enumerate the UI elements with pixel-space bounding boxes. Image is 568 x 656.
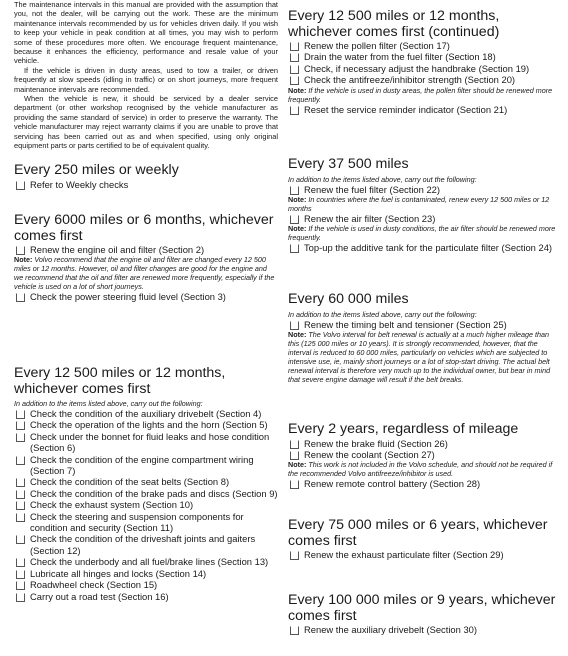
checklist-item-text: Renew the air filter (Section 23) xyxy=(304,212,436,224)
section-note xyxy=(288,86,556,104)
checklist-item-text: Carry out a road test (Section 16) xyxy=(30,590,169,602)
checklist-item-text: Renew the engine oil and filter (Section 2) xyxy=(30,244,205,255)
checkbox-icon[interactable] xyxy=(290,65,299,74)
checklist-item-text: Check the steering and suspension components for condition and security (Section 11) xyxy=(30,510,244,534)
checkbox-icon[interactable] xyxy=(290,215,299,224)
checklist-item-text: Lubricate all hinges and locks (Section 14) xyxy=(30,567,207,579)
checklist-item xyxy=(288,104,556,115)
checklist-item xyxy=(288,549,556,560)
checklist-item-text: Refer to Weekly checks xyxy=(30,178,129,190)
checkbox-icon[interactable] xyxy=(290,106,299,115)
checklist-item xyxy=(288,438,556,449)
checklist-item-text: Check the power steering fluid level (Section 3) xyxy=(30,291,226,303)
section-title: Every 6000 miles or 6 months, whichever comes first xyxy=(14,212,274,244)
note-label: Note: xyxy=(288,85,307,95)
checklist-item-text: Renew the fuel filter (Section 22) xyxy=(304,183,441,195)
note-label: Note: xyxy=(288,194,307,204)
checklist-item-text: Top-up the additive tank for the particulate filter (Section 24) xyxy=(304,242,553,254)
checklist-item-text: Check under the bonnet for fluid leaks and hose condition (Section 6) xyxy=(30,430,270,454)
checkbox-icon[interactable] xyxy=(16,433,25,442)
note-text: This work is not included in the Volvo schedule, and should not be required if the recommended Volvo antifreeze/inhibitor is used. xyxy=(288,460,553,479)
maintenance-section xyxy=(14,163,278,190)
checkbox-icon[interactable] xyxy=(16,456,25,465)
checklist-item xyxy=(288,242,556,253)
section-note xyxy=(288,460,556,478)
checkbox-icon[interactable] xyxy=(16,501,25,510)
intro-text xyxy=(14,0,278,151)
checklist-item xyxy=(288,319,556,330)
checklist-item xyxy=(288,74,556,85)
checklist-item-text: Reset the service reminder indicator (Section 21) xyxy=(304,103,508,115)
note-label: Note: xyxy=(288,460,307,470)
checklist-item xyxy=(14,556,278,567)
section-note xyxy=(288,224,556,242)
checklist-item-text: Renew remote control battery (Section 28) xyxy=(304,478,481,490)
checklist-item-text: Drain the water from the fuel filter (Section 18) xyxy=(304,51,496,63)
checkbox-icon[interactable] xyxy=(290,42,299,51)
section-title: Every 12 500 miles or 12 months, whichever comes first xyxy=(14,365,226,397)
checklist-item xyxy=(288,213,556,224)
checkbox-icon[interactable] xyxy=(290,76,299,85)
checkbox-icon[interactable] xyxy=(290,451,299,460)
checkbox-icon[interactable] xyxy=(290,626,299,635)
checklist-item xyxy=(14,591,278,602)
checklist-item xyxy=(14,419,278,430)
checklist-item-text: Roadwheel check (Section 15) xyxy=(30,579,158,591)
checkbox-icon[interactable] xyxy=(16,293,25,302)
section-title: Every 12 500 miles or 12 months, whichever comes first (continued) xyxy=(288,8,500,40)
maintenance-section xyxy=(288,9,556,115)
checklist-item xyxy=(14,476,278,487)
checklist-item xyxy=(14,568,278,579)
maintenance-section xyxy=(288,292,556,384)
section-title: Every 100 000 miles or 9 years, whichever comes first xyxy=(288,592,556,624)
intro-paragraph: The maintenance intervals in this manual are provided with the assumption that you, not the dealer, will be carrying out the work. These are the minimum maintenance intervals recommended by us for vehicles driven daily. If you wish to keep your vehicle in peak condition at all times, you may wish to perform some of these procedures more often. We encourage frequent maintenance, because it enhances the efficiency, performance and resale value of your vehicle. xyxy=(14,0,278,66)
checkbox-icon[interactable] xyxy=(290,53,299,62)
checklist-item-text: Check the exhaust system (Section 10) xyxy=(30,499,194,511)
checklist-item xyxy=(288,63,556,74)
checklist-item xyxy=(14,454,278,477)
checklist-item-text: Check the condition of the driveshaft joints and gaiters (Section 12) xyxy=(30,533,256,556)
section-title: Every 2 years, regardless of mileage xyxy=(288,421,519,437)
checklist-item xyxy=(14,179,278,190)
checklist-item-text: Check the underbody and all fuel/brake lines (Section 13) xyxy=(30,556,269,568)
section-note xyxy=(288,195,556,213)
section-note xyxy=(288,330,556,384)
checkbox-icon[interactable] xyxy=(290,480,299,489)
intro-paragraph: When the vehicle is new, it should be serviced by a dealer service department (or other workshop recognised by the vehicle manufacturer as providing the same standard of service) in order to preserve the warranty. The vehicle manufacturer may reject warranty claims if you are unable to prove that servicing has been carried out as and when specified, using only original equipment parts or parts certified to be of equivalent quality. xyxy=(14,94,278,151)
checkbox-icon[interactable] xyxy=(16,246,25,255)
maintenance-section xyxy=(288,422,556,490)
note-text: If the vehicle is used in dusty conditions, the air filter should be renewed more frequently. xyxy=(288,224,556,243)
checklist-item xyxy=(14,511,278,534)
checklist-item-text: Check the condition of the auxiliary drivebelt (Section 4) xyxy=(30,408,262,419)
checkbox-icon[interactable] xyxy=(16,181,25,190)
checklist-item-text: Check the condition of the brake pads and discs (Section 9) xyxy=(30,487,278,499)
checkbox-icon[interactable] xyxy=(16,535,25,544)
checkbox-icon[interactable] xyxy=(16,478,25,487)
checklist-item xyxy=(288,624,556,635)
checklist-item xyxy=(14,431,278,454)
checklist-item-text: Check the condition of the engine compartment wiring (Section 7) xyxy=(30,453,254,477)
note-text: If the vehicle is used in dusty areas, the pollen filter should be renewed more frequently. xyxy=(288,85,553,104)
checklist-item-text: Renew the auxiliary drivebelt (Section 30) xyxy=(304,624,478,635)
checkbox-icon[interactable] xyxy=(16,570,25,579)
checklist-item-text: Check, if necessary adjust the handbrake (Section 19) xyxy=(304,62,530,74)
section-title: Every 250 miles or weekly xyxy=(14,162,179,178)
checklist-item xyxy=(14,488,278,499)
note-label: Note: xyxy=(14,255,33,265)
checklist-item xyxy=(14,244,278,255)
note-label: Note: xyxy=(288,224,307,234)
checklist-item-text: Check the operation of the lights and the horn (Section 5) xyxy=(30,419,268,431)
checkbox-icon[interactable] xyxy=(16,593,25,602)
section-subtitle: In addition to the items listed above, carry out the following: xyxy=(288,174,477,184)
note-text: Volvo recommend that the engine oil and filter are changed every 12 500 miles or 12 months. However, oil and filter changes are good for the engine and we recommend that the oil and filter are renewed more frequently, especially if the vehicle is used on a lot of short journeys. xyxy=(14,255,275,292)
section-title: Every 60 000 miles xyxy=(288,291,409,307)
maintenance-section xyxy=(14,213,278,303)
checklist-item xyxy=(14,533,278,556)
maintenance-section xyxy=(288,157,556,254)
checklist-item xyxy=(288,184,556,195)
checklist-item xyxy=(288,40,556,51)
checklist-item-text: Renew the exhaust particulate filter (Section 29) xyxy=(304,549,504,560)
maintenance-section xyxy=(288,518,556,560)
checklist-item-text: Renew the coolant (Section 27) xyxy=(304,448,435,460)
checkbox-icon[interactable] xyxy=(16,490,25,499)
checklist-item xyxy=(14,291,278,302)
checklist-item xyxy=(14,499,278,510)
checklist-item-text: Renew the timing belt and tensioner (Section 25) xyxy=(304,318,507,330)
section-title: Every 75 000 miles or 6 years, whichever comes first xyxy=(288,517,548,549)
intro-paragraph: If the vehicle is driven in dusty areas, used to tow a trailer, or driven frequently at slow speeds (idling in traffic) or on short journeys, more frequent maintenance intervals are recommended. xyxy=(14,65,278,94)
checkbox-icon[interactable] xyxy=(290,244,299,253)
checkbox-icon[interactable] xyxy=(290,551,299,560)
note-label: Note: xyxy=(288,329,307,339)
checklist-item-text: Check the condition of the seat belts (Section 8) xyxy=(30,476,230,488)
left-column xyxy=(14,0,278,602)
checklist-item-text: Renew the brake fluid (Section 26) xyxy=(304,437,448,449)
checklist-item-text: Renew the pollen filter (Section 17) xyxy=(304,40,450,51)
checkbox-icon[interactable] xyxy=(290,321,299,330)
checkbox-icon[interactable] xyxy=(16,513,25,522)
checklist-item xyxy=(14,408,278,419)
checkbox-icon[interactable] xyxy=(16,558,25,567)
checklist-item-text: Check the antifreeze/inhibitor strength (Section 20) xyxy=(304,74,516,86)
checkbox-icon[interactable] xyxy=(290,186,299,195)
checklist-item xyxy=(14,579,278,590)
checkbox-icon[interactable] xyxy=(16,581,25,590)
note-text: In countries where the fuel is contaminated, renew every 12 500 miles or 12 months xyxy=(288,194,550,213)
section-subtitle: In addition to the items listed above, carry out the following: xyxy=(288,309,477,319)
maintenance-section xyxy=(288,593,556,635)
section-note xyxy=(14,255,278,291)
section-title: Every 37 500 miles xyxy=(288,156,409,172)
checkbox-icon[interactable] xyxy=(290,440,299,449)
checklist-item xyxy=(288,51,556,62)
checkbox-icon[interactable] xyxy=(16,421,25,430)
section-subtitle: In addition to the items listed above, carry out the following: xyxy=(14,399,203,408)
checkbox-icon[interactable] xyxy=(16,410,25,419)
checklist-item xyxy=(288,449,556,460)
note-text: The Volvo interval for belt renewal is actually at a much higher mileage than this (125 000 miles or 10 years). It is strongly recommended, however, that the interval is reduced to 60 000 miles, particularly on vehicles which are subjected to intensive use, ie, mainly short journeys or a lot of stop-start driving. The actual belt renewal interval is therefore very much up to the individual owner, but bear in mind that severe engine damage will result if the belt breaks. xyxy=(288,329,551,384)
checklist-item xyxy=(288,478,556,489)
maintenance-section xyxy=(14,366,278,602)
